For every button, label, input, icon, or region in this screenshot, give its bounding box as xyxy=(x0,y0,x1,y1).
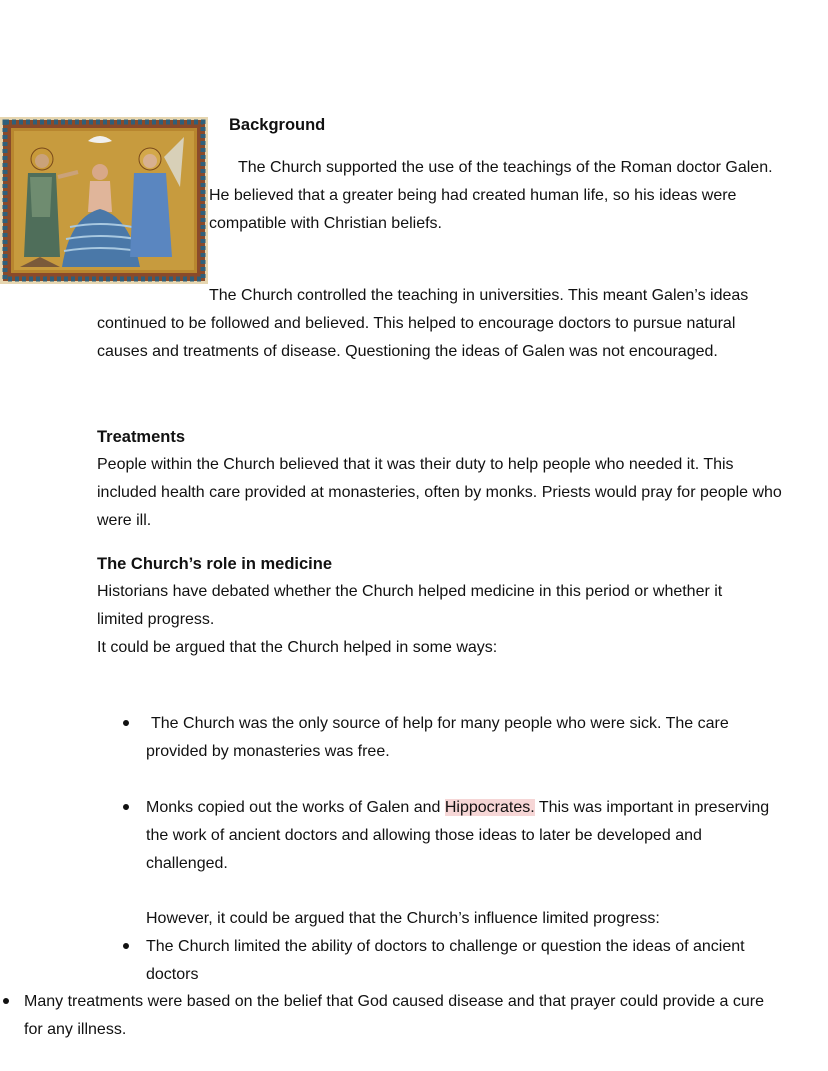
role-line3: It could be argued that the Church helped in some ways: xyxy=(97,639,498,656)
helped-bullet1-line2: provided by monasteries was free. xyxy=(146,743,390,760)
bullet-dot xyxy=(123,804,129,810)
bullet-dot xyxy=(123,720,129,726)
medieval-baptism-illumination-icon xyxy=(0,117,208,284)
background-para2-line3: causes and treatments of disease. Questioning the ideas of Galen was not encouraged. xyxy=(97,343,718,360)
limited-bullet2-line1: Many treatments were based on the belief that God caused disease and that prayer could provide a cure xyxy=(24,993,764,1010)
background-para1-line3: compatible with Christian beliefs. xyxy=(209,215,442,232)
limited-bullet1-line1: The Church limited the ability of doctors to challenge or question the ideas of ancient xyxy=(146,938,745,955)
background-heading: Background xyxy=(229,116,326,134)
however-line: However, it could be argued that the Church’s influence limited progress: xyxy=(146,910,660,927)
treatments-line1: People within the Church believed that it was their duty to help people who needed it. This xyxy=(97,456,734,473)
role-line1: Historians have debated whether the Church helped medicine in this period or whether it xyxy=(97,583,723,600)
helped-bullet2-post: This was important in preserving xyxy=(534,799,770,816)
treatments-line2: included health care provided at monasteries, often by monks. Priests would pray for people who xyxy=(97,484,782,501)
helped-bullet2-line3: challenged. xyxy=(146,855,228,872)
bullet-dot xyxy=(123,943,129,949)
helped-bullet2-line1 xyxy=(146,798,769,818)
bullet-dot xyxy=(3,998,9,1004)
background-para2-line1: The Church controlled the teaching in universities. This meant Galen’s ideas xyxy=(209,287,749,304)
background-para1-line2: He believed that a greater being had created human life, so his ideas were xyxy=(209,187,737,204)
helped-bullet2-line2: the work of ancient doctors and allowing those ideas to later be developed and xyxy=(146,827,702,844)
helped-bullet1-line1: The Church was the only source of help for many people who were sick. The care xyxy=(151,715,729,732)
treatments-line3: were ill. xyxy=(97,512,152,529)
treatments-heading: Treatments xyxy=(97,428,186,446)
role-line2: limited progress. xyxy=(97,611,215,628)
limited-bullet2-line2: for any illness. xyxy=(24,1021,127,1038)
role-heading: The Church’s role in medicine xyxy=(97,555,333,573)
hippocrates-highlight: Hippocrates. xyxy=(444,799,535,816)
background-para1-line1: The Church supported the use of the teachings of the Roman doctor Galen. xyxy=(238,159,773,176)
helped-bullet2-pre: Monks copied out the works of Galen and xyxy=(146,799,445,816)
limited-bullet1-line2: doctors xyxy=(146,966,199,983)
background-para2-line2: continued to be followed and believed. This helped to encourage doctors to pursue natural xyxy=(97,315,736,332)
